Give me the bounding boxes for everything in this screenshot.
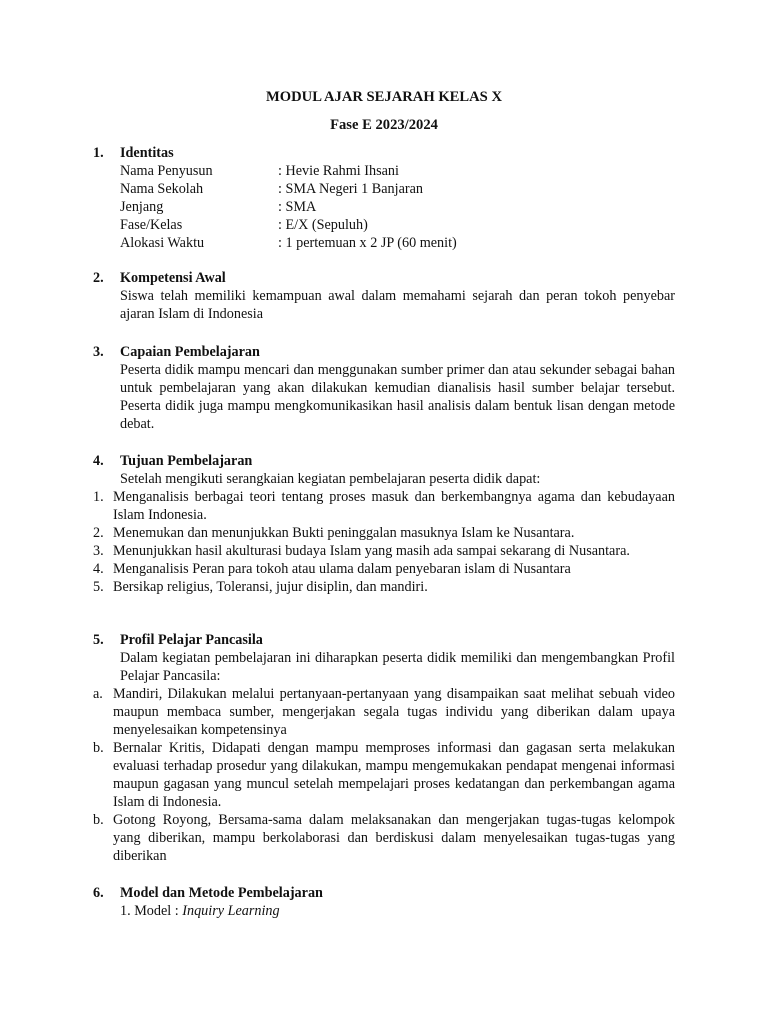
list-item-text: Menunjukkan hasil akulturasi budaya Islam yang masih ada sampai sekarang di Nusantara. bbox=[113, 543, 630, 559]
field-value: : SMA Negeri 1 Banjaran bbox=[278, 181, 423, 197]
field-value: : 1 pertemuan x 2 JP (60 menit) bbox=[278, 235, 457, 251]
section-text: Peserta didik mampu mencari dan menggunakan sumber primer dan atau sekunder sebagai bahan untuk pembelajaran yang akan dilakukan kemudian dianalisis hasil sumber belajar tersebut. Peserta didik juga mampu mengkomunikasikan hasil analisis dalam bentuk lisan dengan metode debat. bbox=[120, 362, 675, 432]
list-item-text: Bersikap religius, Toleransi, jujur disiplin, dan mandiri. bbox=[113, 579, 428, 595]
section-number: 1. bbox=[93, 145, 104, 161]
list-item bbox=[93, 560, 675, 578]
list-item-text: Mandiri, Dilakukan melalui pertanyaan-pertanyaan yang disampaikan saat melihat sebuah video maupun membaca sumber, mengerjakan segala tugas individu yang diberikan dalam upaya menyelesaikan kompetensinya bbox=[113, 686, 675, 738]
section-heading: Profil Pelajar Pancasila bbox=[120, 632, 263, 648]
list-item bbox=[93, 542, 675, 560]
section-number: 4. bbox=[93, 453, 104, 469]
field-label: Jenjang bbox=[120, 199, 164, 215]
section-heading: Model dan Metode Pembelajaran bbox=[120, 885, 323, 901]
model-line bbox=[120, 902, 675, 920]
list-item bbox=[93, 811, 675, 865]
field-row bbox=[120, 216, 675, 234]
section-text: Siswa telah memiliki kemampuan awal dalam memahami sejarah dan peran tokoh penyebar ajaran Islam di Indonesia bbox=[120, 288, 675, 322]
list-item-text: Gotong Royong, Bersama-sama dalam melaksanakan dan mengerjakan tugas-tugas kelompok yang diberikan, mampu berkolaborasi dan berdiskusi dalam menyelesaikan tugas-tugas yang diberikan bbox=[113, 812, 675, 864]
list-marker: 1. bbox=[93, 489, 104, 505]
list-item-text: Menganalisis berbagai teori tentang proses masuk dan berkembangnya agama dan kebudayaan Islam Indonesia. bbox=[113, 489, 675, 523]
list-item-text: Bernalar Kritis, Didapati dengan mampu memproses informasi dan gagasan serta melakukan evaluasi terhadap prosedur yang dilakukan, mampu mengemukakan pendapat mengenai informasi maupun gagasan yang muncul setelah mempelajari proses kedatangan dan perkembangan agama Islam di Indonesia. bbox=[113, 740, 675, 810]
list-marker: b. bbox=[93, 740, 104, 756]
list-marker: a. bbox=[93, 686, 103, 702]
section-model-metode bbox=[93, 884, 675, 920]
list-marker: 5. bbox=[93, 579, 104, 595]
section-number: 6. bbox=[93, 885, 104, 901]
field-row bbox=[120, 180, 675, 198]
section-number: 5. bbox=[93, 632, 104, 648]
section-capaian-pembelajaran bbox=[93, 343, 675, 433]
list-item bbox=[93, 488, 675, 524]
section-tujuan-pembelajaran bbox=[93, 452, 675, 596]
list-item bbox=[93, 685, 675, 739]
list-item bbox=[93, 524, 675, 542]
section-heading: Capaian Pembelajaran bbox=[120, 344, 260, 360]
list-item bbox=[93, 739, 675, 811]
section-number: 2. bbox=[93, 270, 104, 286]
profile-list bbox=[93, 685, 675, 865]
field-row bbox=[120, 198, 675, 216]
list-marker: 2. bbox=[93, 525, 104, 541]
list-item-text: Menganalisis Peran para tokoh atau ulama dalam penyebaran islam di Nusantara bbox=[113, 561, 571, 577]
field-label: Nama Penyusun bbox=[120, 163, 213, 179]
section-intro: Dalam kegiatan pembelajaran ini diharapkan peserta didik memiliki dan mengembangkan Profil Pelajar Pancasila: bbox=[120, 650, 675, 684]
list-marker: 4. bbox=[93, 561, 104, 577]
list-marker: b. bbox=[93, 812, 104, 828]
field-row bbox=[120, 162, 675, 180]
list-marker: 3. bbox=[93, 543, 104, 559]
field-row bbox=[120, 234, 675, 252]
document-title: MODUL AJAR SEJARAH KELAS X bbox=[266, 89, 502, 105]
section-heading: Identitas bbox=[120, 145, 174, 161]
section-kompetensi-awal bbox=[93, 269, 675, 323]
section-intro: Setelah mengikuti serangkaian kegiatan pembelajaran peserta didik dapat: bbox=[120, 471, 541, 487]
section-heading: Tujuan Pembelajaran bbox=[120, 453, 253, 469]
field-label: Fase/Kelas bbox=[120, 217, 183, 233]
objectives-list bbox=[93, 488, 675, 596]
field-label: Nama Sekolah bbox=[120, 181, 204, 197]
field-value: : E/X (Sepuluh) bbox=[278, 217, 368, 233]
list-item bbox=[93, 578, 675, 596]
field-value: : SMA bbox=[278, 199, 317, 215]
section-number: 3. bbox=[93, 344, 104, 360]
section-identitas bbox=[93, 144, 675, 252]
field-label: Alokasi Waktu bbox=[120, 235, 205, 251]
section-heading: Kompetensi Awal bbox=[120, 270, 226, 286]
model-value: Inquiry Learning bbox=[182, 903, 280, 919]
identity-fields bbox=[120, 162, 675, 252]
section-profil-pelajar-pancasila bbox=[93, 631, 675, 865]
document-subtitle: Fase E 2023/2024 bbox=[330, 117, 438, 133]
list-item-text: Menemukan dan menunjukkan Bukti peninggalan masuknya Islam ke Nusantara. bbox=[113, 525, 575, 541]
field-value: : Hevie Rahmi Ihsani bbox=[278, 163, 399, 179]
model-prefix: 1. Model : bbox=[120, 903, 183, 919]
